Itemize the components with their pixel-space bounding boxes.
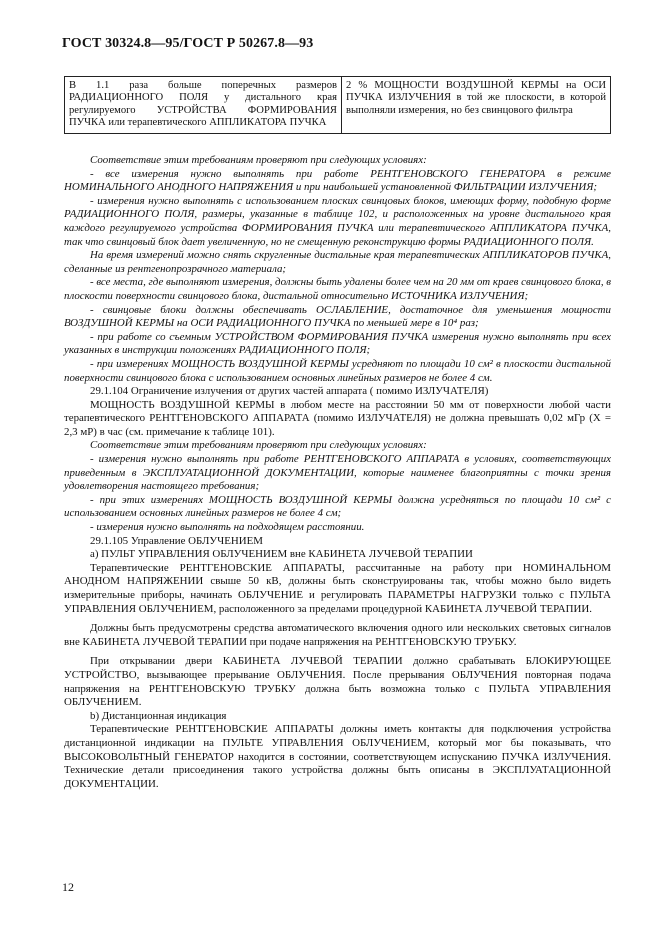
paragraph: - все места, где выполняют измерения, должны быть удалены более чем на 20 мм от краев свинцового блока, в плоскости поверхности свинцового блока, дистальной относительно ИСТОЧНИКА ИЗЛУЧЕНИЯ;: [64, 276, 611, 302]
paragraph: Должны быть предусмотрены средства автоматического включения одного или нескольких световых сигналов вне КАБИНЕТА ЛУЧЕВОЙ ТЕРАПИИ при подаче напряжения на РЕНТГЕНОВСКУЮ ТРУБКУ.: [64, 622, 611, 648]
paragraph: МОЩНОСТЬ ВОЗДУШНОЙ КЕРМЫ в любом месте на расстоянии 50 мм от поверхности любой части терапевтического РЕНТГЕНОВСКОГО АППАРАТА (помимо ИЗЛУЧАТЕЛЯ) не должна превышать 0,02 мГр (Х = 2,3 мР) в час (см. примечание к таблице 101).: [64, 398, 611, 438]
paragraph: 29.1.104 Ограничение излучения от других частей аппарата ( помимо ИЗЛУЧАТЕЛЯ): [90, 385, 489, 398]
paragraph: Терапевтические РЕНТГЕНОВСКИЕ АППАРАТЫ должны иметь контакты для подключения устройства дистанционной индикации на ПУЛЬТЕ УПРАВЛЕНИЯ ОБЛУЧЕНИЕМ, который мог бы показывать, что ВЫСОКОВОЛЬТНЫЙ ГЕНЕРАТОР находится в состоянии, соответствующем испусканию ПУЧКА ИЗЛУЧЕНИЯ. Технические детали присоединения такого устройства должны быть описаны в ЭКСПЛУАТАЦИОННОЙ ДОКУМЕНТАЦИИ.: [64, 723, 611, 790]
paragraph: - измерения нужно выполнять на подходящем расстоянии.: [90, 521, 365, 534]
paragraph: При открывании двери КАБИНЕТА ЛУЧЕВОЙ ТЕРАПИИ должно срабатывать БЛОКИРУЮЩЕЕ УСТРОЙСТВО, вызывающее прерывание ОБЛУЧЕНИЯ. После прерывания ОБЛУЧЕНИЯ повторная подача напряжения на РЕНТГЕНОВСКУЮ ТРУБКУ должна быть возможна только с ПУЛЬТА УПРАВЛЕНИЯ ОБЛУЧЕНИЕМ.: [64, 655, 611, 709]
paragraph: а) ПУЛЬТ УПРАВЛЕНИЯ ОБЛУЧЕНИЕМ вне КАБИНЕТА ЛУЧЕВОЙ ТЕРАПИИ: [90, 548, 473, 561]
paragraph: - все измерения нужно выполнять при работе РЕНТГЕНОВСКОГО ГЕНЕРАТОРА в режиме НОМИНАЛЬНОГО АНОДНОГО НАПРЯЖЕНИЯ и при наибольшей установленной ФИЛЬТРАЦИИ ИЗЛУЧЕНИЯ;: [64, 167, 611, 194]
page-number: 12: [62, 880, 74, 894]
paragraph: - свинцовые блоки должны обеспечивать ОСЛАБЛЕНИЕ, достаточное для уменьшения мощности ВОЗДУШНОЙ КЕРМЫ на ОСИ РАДИАЦИОННОГО ПУЧКА по меньшей мере в 10⁴ раз;: [64, 303, 611, 330]
table-cell-right: 2 % МОЩНОСТИ ВОЗДУШНОЙ КЕРМЫ на ОСИ ПУЧКА ИЗЛУЧЕНИЯ в той же плоскости, в которой выполняли измерения, но без свинцового фильтра: [342, 77, 611, 134]
paragraph: Соответствие этим требованиям проверяют при следующих условиях:: [90, 154, 427, 166]
paragraph: На время измерений можно снять скругленные дистальные края терапевтических АППЛИКАТОРОВ ПУЧКА, сделанные из рентгенопрозрачного материала;: [64, 249, 611, 275]
paragraph: - при работе со съемным УСТРОЙСТВОМ ФОРМИРОВАНИЯ ПУЧКА измерения нужно выполнять при всех указанных в инструкции положениях РАДИАЦИОННОГО ПОЛЯ;: [64, 330, 611, 357]
table-cell-left: В 1.1 раза больше поперечных размеров РАДИАЦИОННОГО ПОЛЯ у дистального края регулируемого УСТРОЙСТВА ФОРМИРОВАНИЯ ПУЧКА или терапевтического АППЛИКАТОРА ПУЧКА: [65, 77, 342, 134]
paragraph: b) Дистанционная индикация: [90, 709, 227, 722]
paragraph: - измерения нужно выполнять при работе РЕНТГЕНОВСКОГО АППАРАТА в условиях, соответствующих приведенным в ЭКСПЛУАТАЦИОННОЙ ДОКУМЕНТАЦИИ, которые наименее благоприятны с точки зрения удовлетворения настоящего требования;: [64, 453, 611, 493]
page-header: ГОСТ 30324.8—95/ГОСТ Р 50267.8—93: [62, 36, 314, 51]
paragraph: 29.1.105 Управление ОБЛУЧЕНИЕМ: [90, 534, 263, 547]
paragraph: - при этих измерениях МОЩНОСТЬ ВОЗДУШНОЙ КЕРМЫ должна усредняться по площади 10 см² с использованием основных линейных размеров не более 4 см;: [64, 493, 611, 520]
paragraph: - при измерениях МОЩНОСТЬ ВОЗДУШНОЙ КЕРМЫ усредняют по площади 10 см² в плоскости дистальной поверхности свинцового блока с использованием основных линейных размеров не более 4 см.: [64, 357, 611, 384]
paragraph: Терапевтические РЕНТГЕНОВСКИЕ АППАРАТЫ, рассчитанные на работу при НОМИНАЛЬНОМ АНОДНОМ НАПРЯЖЕНИИ свыше 50 кВ, должны быть сконструированы так, чтобы можно было видеть измерительные приборы, начинать ОБЛУЧЕНИЕ и регулировать ПАРАМЕТРЫ НАГРУЗКИ только с ПУЛЬТА УПРАВЛЕНИЯ ОБЛУЧЕНИЕМ, расположенного за пределами процедурной КАБИНЕТА ЛУЧЕВОЙ ТЕРАПИИ.: [64, 561, 611, 615]
document-body: [64, 154, 611, 791]
paragraph: - измерения нужно выполнять с использованием плоских свинцовых блоков, имеющих форму, подобную форме РАДИАЦИОННОГО ПОЛЯ, размеры, указанные в таблице 102, и расположенных на уровне дистального края каждого регулируемого устройства ФОРМИРОВАНИЯ ПУЧКА или терапевтического АППЛИКАТОРА ПУЧКА, так что свинцовый блок дает увеличенную, но не смещенную реконструкцию формы РАДИАЦИОННОГО ПОЛЯ.: [64, 194, 611, 248]
table-row: [65, 77, 611, 134]
requirements-table: [64, 76, 611, 134]
paragraph: Соответствие этим требованиям проверяют при следующих условиях:: [90, 439, 427, 452]
